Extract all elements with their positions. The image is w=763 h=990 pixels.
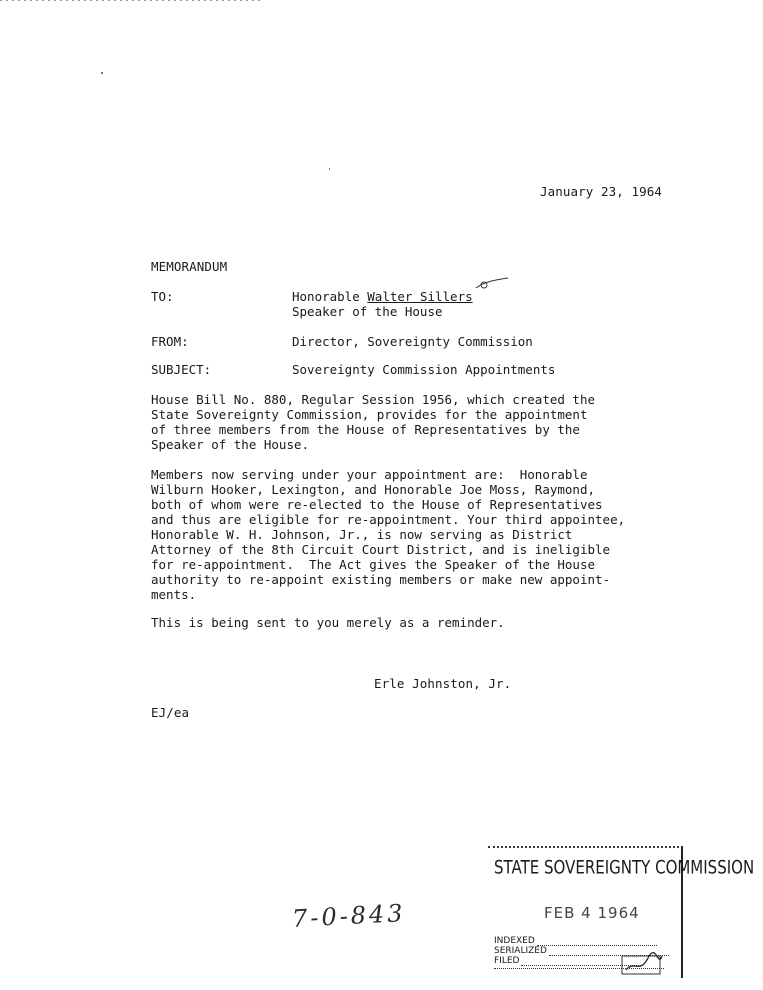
- received-stamp: [488, 846, 755, 978]
- stamp-field-filed-label: FILED: [494, 956, 520, 966]
- stamp-field-indexed-label: INDEXED: [494, 936, 535, 946]
- memo-title: MEMORANDUM: [151, 259, 228, 274]
- subject-value: Sovereignty Commission Appointments: [292, 362, 556, 377]
- scan-speck: [329, 168, 330, 170]
- scan-speck: [101, 72, 103, 74]
- stamp-field-indexed: [494, 936, 657, 946]
- typist-initials: EJ/ea: [151, 705, 190, 720]
- stamp-initials-scribble-icon: [618, 950, 666, 978]
- to-title: Speaker of the House: [292, 304, 443, 319]
- from-label: FROM:: [151, 334, 189, 349]
- to-name: Walter Sillers: [367, 289, 473, 304]
- from-value: Director, Sovereignty Commission: [292, 334, 533, 349]
- paragraph-2: Members now serving under your appointment are: Honorable Wilburn Hooker, Lexington, and Honorable Joe Moss, Raymond, both of whom were re-elected to the House of Representatives and thus are eligible for re-appointment. Your third appointee, Honorable W. H. Johnson, Jr., is now serving as District Attorney of the 8th Circuit Court District, and is ineligible for re-appointment. The Act gives the Speaker of the House authority to re-appoint existing members or make new appoint- ments.: [151, 467, 626, 602]
- paragraph-3: This is being sent to you merely as a reminder.: [151, 615, 505, 630]
- handwritten-file-number: 7-0-843: [291, 899, 407, 933]
- subject-label: SUBJECT:: [151, 362, 212, 377]
- stamp-title: STATE SOVEREIGNTY COMMISSION: [494, 856, 755, 879]
- scan-dots-top: [0, 0, 262, 1]
- to-recipient: [292, 289, 473, 304]
- to-label: TO:: [151, 289, 174, 304]
- stamp-field-serialized-label: SERIALIZED: [494, 946, 547, 956]
- signature-name: Erle Johnston, Jr.: [374, 676, 512, 691]
- stamp-date: FEB 4 1964: [544, 904, 640, 922]
- memo-date: January 23, 1964: [540, 184, 663, 199]
- to-prefix: Honorable: [292, 289, 368, 304]
- paragraph-1: House Bill No. 880, Regular Session 1956, which created the State Sovereignty Commission, provides for the appointment of three members from the House of Representatives by the Speaker of the House.: [151, 392, 596, 452]
- pen-mark-icon: [474, 276, 510, 292]
